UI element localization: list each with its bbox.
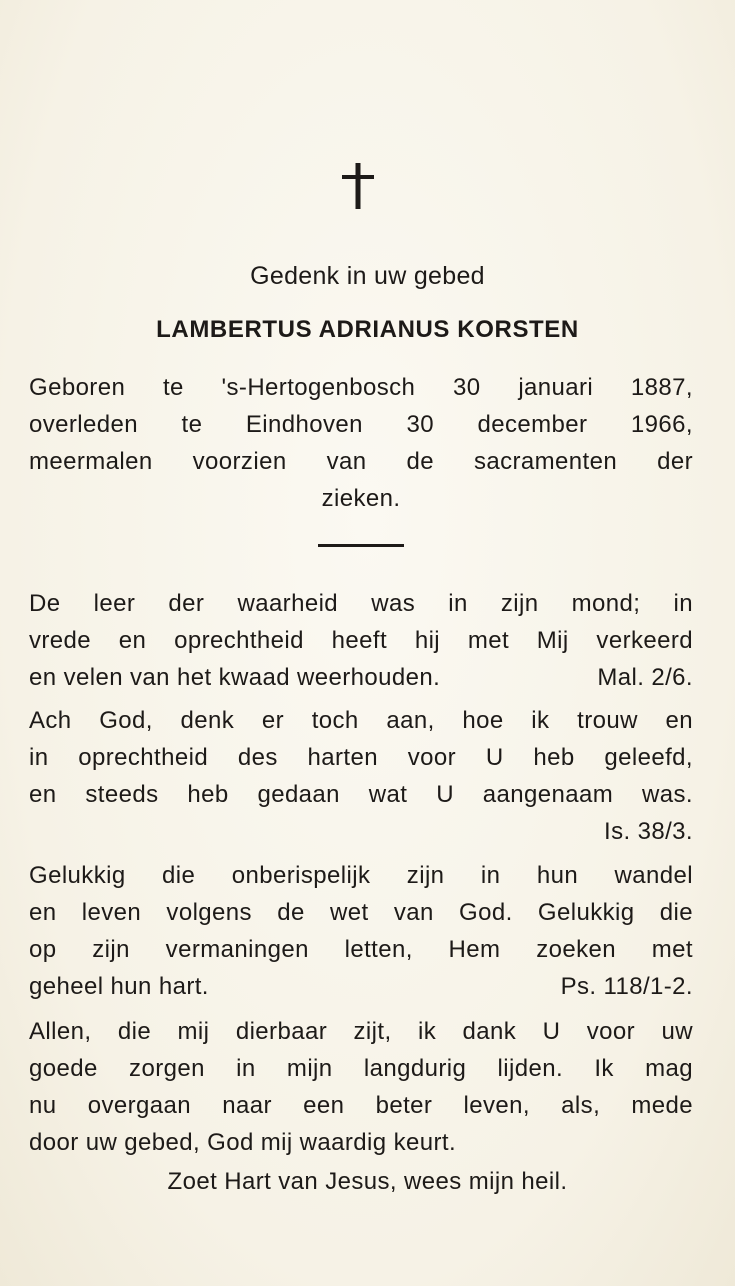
verse-text: geheel hun hart. xyxy=(29,973,209,1000)
text-line: op zijn vermaningen letten, Hem zoeken met xyxy=(29,936,693,963)
verse-reference: Ps. 118/1-2. xyxy=(560,973,693,1000)
verse-reference: Mal. 2/6. xyxy=(597,664,693,691)
text-line: zieken. xyxy=(321,485,401,512)
verse-malachi xyxy=(29,585,693,696)
verse-psalm xyxy=(29,857,693,1005)
birth-death-details xyxy=(29,369,693,517)
verse-isaiah xyxy=(29,702,693,850)
text-line: door uw gebed, God mij waardig keurt. xyxy=(29,1129,457,1156)
text-line: in oprechtheid des harten voor U heb geleefd, xyxy=(29,744,693,771)
text-line: overleden te Eindhoven 30 december 1966, xyxy=(29,411,693,438)
text-line: Gelukkig die onberispelijk zijn in hun wandel xyxy=(29,862,693,889)
text-line: Ach God, denk er toch aan, hoe ik trouw en xyxy=(29,707,693,734)
closing-prayer: Zoet Hart van Jesus, wees mijn heil. xyxy=(167,1168,568,1195)
latin-cross-icon xyxy=(340,163,376,209)
text-line: en steeds heb gedaan wat U aangenaam was. xyxy=(29,781,693,808)
text-line: nu overgaan naar een beter leven, als, mede xyxy=(29,1092,693,1119)
text-line: De leer der waarheid was in zijn mond; in xyxy=(29,590,693,617)
text-line: en leven volgens de wet van God. Gelukkig die xyxy=(29,899,693,926)
verse-reference: Is. 38/3. xyxy=(604,818,693,845)
text-line: goede zorgen in mijn langdurig lijden. Ik mag xyxy=(29,1055,693,1082)
verse-text: en velen van het kwaad weerhouden. xyxy=(29,664,441,691)
text-line: meermalen voorzien van de sacramenten der xyxy=(29,448,693,475)
divider xyxy=(318,544,404,547)
text-line xyxy=(29,968,693,1005)
text-line: Geboren te 's-Hertogenbosch 30 januari 1887, xyxy=(29,374,693,401)
greeting: Gedenk in uw gebed xyxy=(250,262,485,290)
text-line: vrede en oprechtheid heeft hij met Mij verkeerd xyxy=(29,627,693,654)
deceased-name: LAMBERTUS ADRIANUS KORSTEN xyxy=(156,316,579,343)
text-line: Allen, die mij dierbaar zijt, ik dank U voor uw xyxy=(29,1018,693,1045)
text-line xyxy=(29,659,693,696)
farewell-paragraph xyxy=(29,1013,693,1161)
